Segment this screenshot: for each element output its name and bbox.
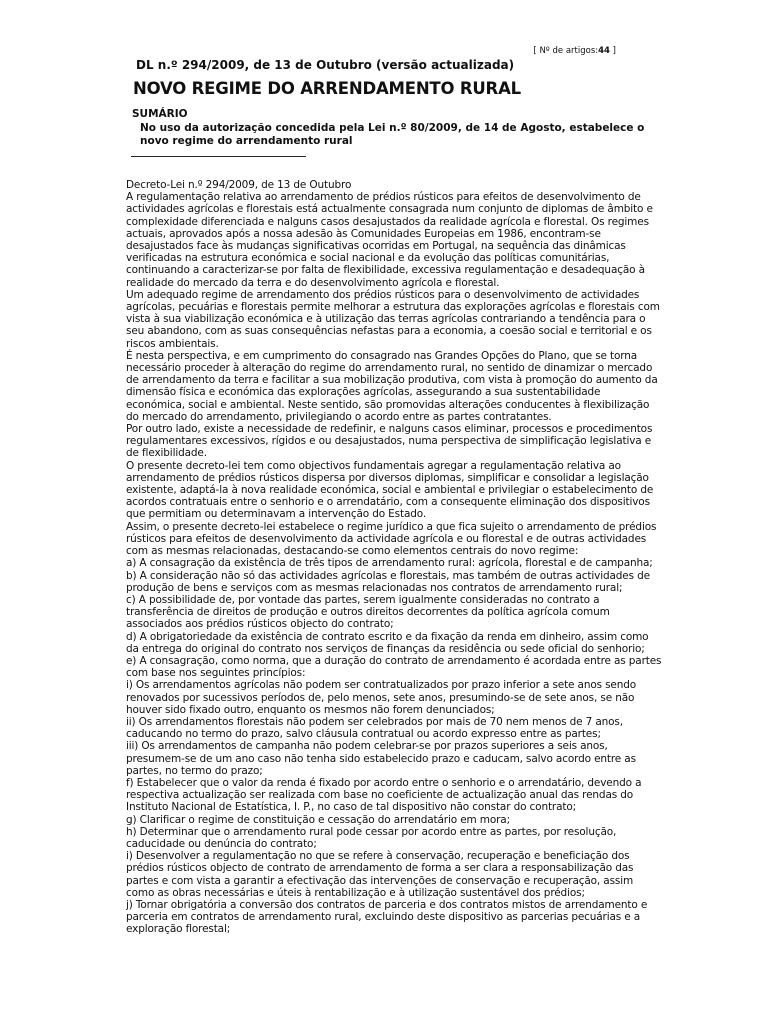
list-item: j) Tornar obrigatória a conversão dos contratos de parceria e dos contratos mistos de arrendamento e parceria em contratos de arrendamento rural, excluindo deste dispositivo as parcerias pecuárias e a exploração florestal; xyxy=(126,898,648,936)
list-subitem: iii) Os arrendamentos de campanha não podem celebrar-se por prazos superiores a seis anos, presumem-se de um ano caso não tenha sido estabelecido prazo e caducam, salvo acordo entre as partes, no termo do prazo; xyxy=(126,740,636,777)
article-count-close: ] xyxy=(609,46,616,56)
body-paragraph: É nesta perspectiva, e em cumprimento do consagrado nas Grandes Opções do Plano, que se torna necessário proceder à alteração do regime do arrendamento rural, no sentido de dinamizar o mercado de arrendamento da terra e facilitar a sua mobilização produtiva, com vista à promoção do aumento da dimensão física e económica das explorações agrícolas, assegurando a sua sustentabilidade económica, social e ambiental. Neste sentido, são promovidas alterações conducentes à flexibilização do mercado do arrendamento, privilegiando o acordo entre as partes contratantes. xyxy=(126,349,658,423)
list-subitem: ii) Os arrendamentos florestais não podem ser celebrados por mais de 70 nem menos de 7 anos, caducando no termo do prazo, salvo cláusula contratual ou acordo expresso entre as partes; xyxy=(126,715,623,741)
body-paragraph: Um adequado regime de arrendamento dos prédios rústicos para o desenvolvimento de actividades agrícolas, pecuárias e florestais permite melhorar a estrutura das explorações agrícolas e florestais com vista à sua viabilização económica e à utilização das terras agrícolas contrariando a tendência para o seu abandono, com as suas consequências nefastas para a economia, a coesão social e territorial e os riscos ambientais. xyxy=(126,288,660,350)
article-count xyxy=(533,46,616,56)
summary-text: No uso da autorização concedida pela Lei n.º 80/2009, de 14 de Agosto, estabelece o novo regime do arrendamento rural xyxy=(140,122,645,147)
list-item: a) A consagração da existência de três tipos de arrendamento rural: agrícola, florestal e de campanha; xyxy=(126,557,653,570)
list-item: c) A possibilidade de, por vontade das partes, serem igualmente consideradas no contrato a transferência de direitos de produção e outros direitos decorrentes da política agrícola comum associados aos prédios rústicos objecto do contrato; xyxy=(126,593,610,631)
list-item: f) Estabelecer que o valor da renda é fixado por acordo entre o senhorio e o arrendatário, devendo a respectiva actualização ser realizada com base no coeficiente de actualização anual das rendas do Instituto Nacional de Estatística, I. P., no caso de tal dispositivo não constar do contrato; xyxy=(126,776,642,814)
article-count-label: [ Nº de artigos: xyxy=(533,46,599,56)
article-count-value: 44 xyxy=(598,46,610,56)
list-item: e) A consagração, como norma, que a duração do contrato de arrendamento é acordada entre as partes com base nos seguintes princípios: xyxy=(126,654,662,680)
list-item: g) Clarificar o regime de constituição e cessação do arrendatário em mora; xyxy=(126,813,510,826)
diploma-reference: DL n.º 294/2009, de 13 de Outubro (versão actualizada) xyxy=(136,58,515,72)
body-paragraph: Decreto-Lei n.º 294/2009, de 13 de Outubro xyxy=(126,179,352,191)
list-item: d) A obrigatoriedade da existência de contrato escrito e da fixação da renda em dinheiro, assim como da entrega do original do contrato nos serviços de finanças da residência ou sede oficial do senhorio; xyxy=(126,630,649,655)
body-paragraph: Por outro lado, existe a necessidade de redefinir, e nalguns casos eliminar, processos e procedimentos regulamentares excessivos, rígidos e ou desajustados, numa perspectiva de simplificação legislativa e de flexibilidade. xyxy=(126,423,653,460)
separator-rule xyxy=(131,156,306,157)
list-item: h) Determinar que o arrendamento rural pode cessar por acordo entre as partes, por resolução, caducidade ou denúncia do contrato; xyxy=(126,825,617,850)
document-body xyxy=(126,179,662,936)
body-paragraph: Assim, o presente decreto-lei estabelece o regime jurídico a que fica sujeito o arrendamento de prédios rústicos para efeitos de desenvolvimento da actividade agrícola e ou florestal e de outras actividades com as mesmas relacionadas, destacando-se como elementos centrais do novo regime: xyxy=(126,520,657,558)
body-paragraph: A regulamentação relativa ao arrendamento de prédios rústicos para efeitos de desenvolvimento de actividades agrícolas e florestais está actualmente consagrada num conjunto de diplomas de âmbito e complexidade diferenciada e nalguns casos desajustados da realidade agrícola e florestal. Os regimes actuais, aprovados após a nossa adesão às Comunidades Europeias em 1986, encontram-se desajustados face às mudanças significativas ocorridas em Portugal, na sequência das dinâmicas verificadas na estrutura económica e social nacional e da evolução das políticas comunitárias, continuando a caracterizar-se por falta de flexibilidade, excessiva regulamentação e desadequação à realidade do mercado da terra e do desenvolvimento agrícola e florestal. xyxy=(126,191,653,289)
list-subitem: i) Os arrendamentos agrícolas não podem ser contratualizados por prazo inferior a sete anos sendo renovados por sucessivos períodos de, pelo menos, sete anos, presumindo-se de sete anos, se não houver sido fixado outro, enquanto os mesmos não forem denunciados; xyxy=(126,679,637,716)
list-item: b) A consideração não só das actividades agrícolas e florestais, mas também de outras actividades de produção de bens e serviços com as mesmas relacionadas nos contratos de arrendamento rural; xyxy=(126,569,650,594)
body-paragraph: O presente decreto-lei tem como objectivos fundamentais agregar a regulamentação relativa ao arrendamento de prédios rústicos dispersa por diversos diplomas, simplificar e consolidar a legislação existente, adaptá-la à nova realidade económica, social e ambiental e privilegiar o estabelecimento de acordos contratuais entre o senhorio e o arrendatário, com a consequente eliminação dos dispositivos que permitiam ou determinavam a intervenção do Estado. xyxy=(126,459,654,521)
list-item: i) Desenvolver a regulamentação no que se refere à conservação, recuperação e beneficiação dos prédios rústicos objecto de contrato de arrendamento de forma a ser clara a responsabilização das partes e com vista a garantir a efectivação das intervenções de conservação e recuperação, assim como as obras necessárias e úteis à rentabilização e à utilização sustentável dos prédios; xyxy=(126,850,634,899)
document-title: NOVO REGIME DO ARRENDAMENTO RURAL xyxy=(133,79,521,98)
summary-heading: SUMÁRIO xyxy=(132,108,188,120)
